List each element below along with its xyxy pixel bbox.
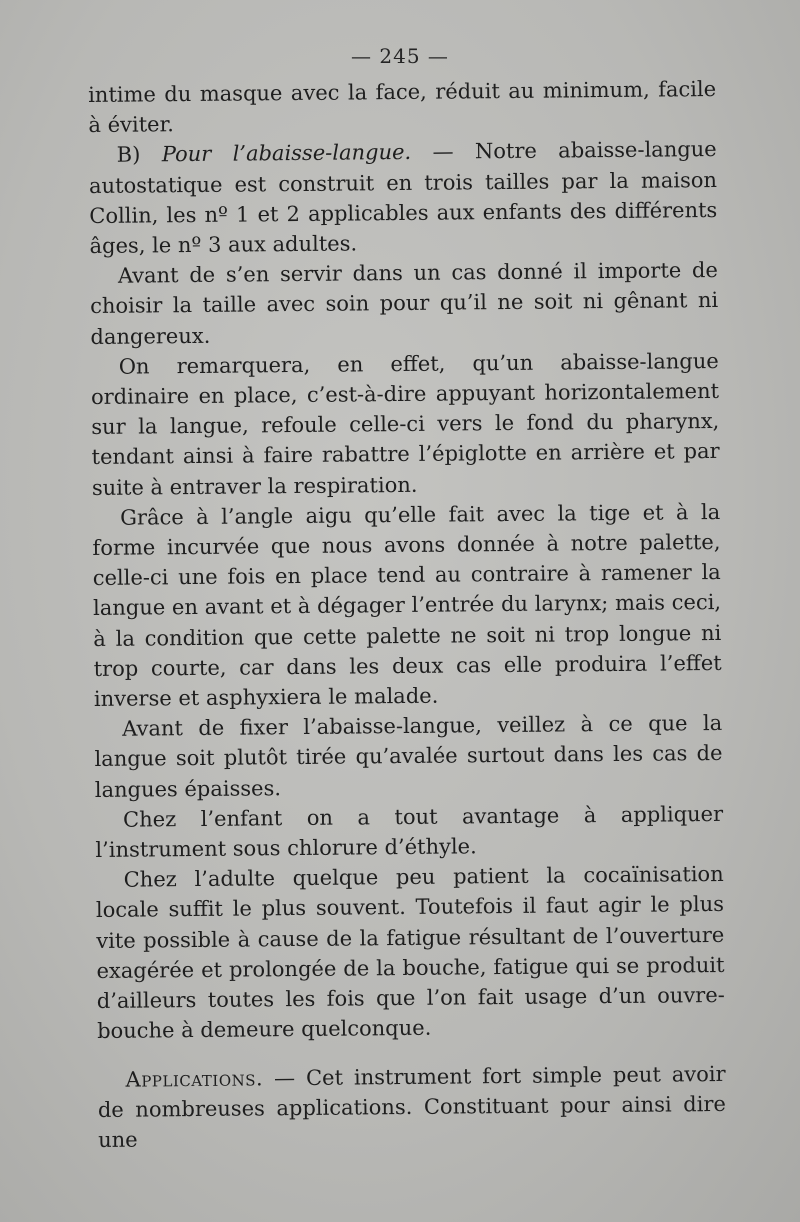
section-label: B) <box>116 142 162 168</box>
paragraph-fixer: Avant de fixer l’abaisse-langue, veillez à ce que la langue soit plutôt tirée qu’avalée surtout dans les cas de langues épaisses. <box>94 711 723 802</box>
paragraph-angle: Grâce à l’angle aigu qu’elle fait avec la tige et à la forme incurvée que nous avons donnée à notre palette, celle-ci une fois en place tend au contraire à ramener la langue en avant et à dégager l’entrée du larynx; mais ceci, à la condition que cette palette ne soit ni trop longue ni trop courte, car dans les deux cas elle produira l’effet inverse et asphyxiera le malade. <box>92 499 722 712</box>
paragraph-continuation: intime du masque avec la face, réduit au minimum, facile à éviter. <box>88 76 717 138</box>
applications-heading: Applications. <box>125 1065 264 1092</box>
section-text: — Notre abaisse-langue autostatique est construit en trois tailles par la maison Collin, les nº 1 et 2 applicables aux enfants des différents âges, le nº 3 aux adultes. <box>88 137 718 259</box>
page-number: — 245 — <box>351 44 449 68</box>
paragraph-applications <box>97 1058 726 1155</box>
body-text <box>88 74 726 1155</box>
paragraph-adulte: Chez l’adulte quelque peu patient la cocaïnisation locale suffit le plus souvent. Toutefois il faut agir le plus vite possible à cause de la fatigue résultant de l’ouverture exagérée et prolongée de la bouche, fatigue qui se produit d’ailleurs toutes les fois que l’on fait usage d’un ouvre-bouche à demeure quelconque. <box>95 862 725 1044</box>
paragraph-remarque: On remarquera, en effet, qu’un abaisse-langue ordinaire en place, c’est-à-dire appuyant horizontalement sur la langue, refoule celle-ci vers le fond du pharynx, tendant ainsi à faire rabattre l’épiglotte en arrière et par suite à entraver la respiration. <box>90 348 720 500</box>
paragraph-enfant: Chez l’enfant on a tout avantage à appliquer l’instrument sous chlorure d’éthyle. <box>95 801 724 863</box>
section-title-italic: Pour l’abaisse-langue. <box>161 140 412 167</box>
paragraph-abaisse-langue <box>89 134 718 261</box>
applications-text: — Cet instrument fort simple peut avoir de nombreuses applications. Constituant pour ainsi dire une <box>97 1061 726 1152</box>
paragraph-taille: Avant de s’en servir dans un cas donné il importe de choisir la taille avec soin pour qu’il ne soit ni gênant ni dangereux. <box>90 258 719 349</box>
